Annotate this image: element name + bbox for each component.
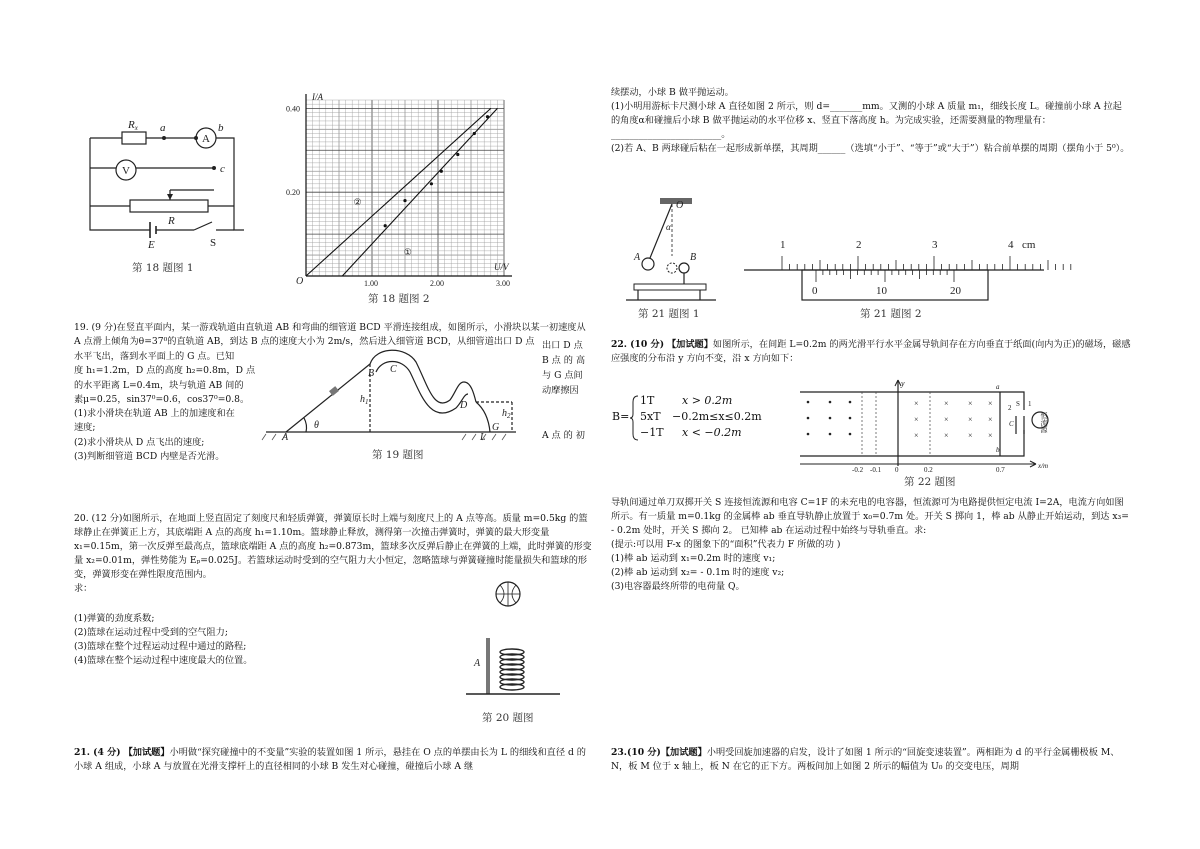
graph-ylabel: I/A bbox=[312, 92, 323, 102]
svg-text:C: C bbox=[1009, 420, 1014, 428]
fig21-caption-2: 第 21 题图 2 bbox=[860, 308, 922, 320]
svg-text:0: 0 bbox=[895, 466, 899, 474]
figure-18-circuit bbox=[84, 118, 254, 258]
svg-text:3: 3 bbox=[932, 239, 938, 251]
svg-text:-0.2: -0.2 bbox=[852, 466, 864, 474]
fig19-C: C bbox=[390, 364, 397, 375]
rx-label: R bbox=[128, 119, 135, 131]
figure-18-graph bbox=[284, 90, 514, 290]
q19-line: (3)判断细管道 BCD 内壁是否光滑。 bbox=[74, 451, 225, 463]
field-out-dot bbox=[829, 417, 832, 420]
q20-item: (4)篮球在整个运动过程中速度最大的位置。 bbox=[74, 655, 253, 666]
graph-origin: O bbox=[296, 276, 304, 287]
q19-left-text bbox=[74, 350, 260, 464]
svg-text:h1: $h_1$ bbox=[360, 394, 369, 406]
figure-21-2-caliper bbox=[744, 236, 1044, 302]
q19-line: 的水平距离 L=0.4m，块与轨道 AB 间的 bbox=[74, 379, 244, 391]
svg-text:cm: cm bbox=[1022, 239, 1036, 251]
fig19-B: B bbox=[368, 368, 375, 379]
svg-text:0.7: 0.7 bbox=[996, 466, 1005, 474]
svg-text:h2: $h_2$ bbox=[502, 408, 511, 420]
q22-item: (3)电容器最终所带的电荷量 Q。 bbox=[611, 581, 745, 592]
svg-text:0.2: 0.2 bbox=[924, 466, 933, 474]
q19-head: 19. (9 分)在竖直平面内，某一游戏轨道由直轨道 AB 和弯曲的细管道 BCD 平滑连接组成，如图所示，小滑块以某一初速度从 A 点滑上倾角为θ=37⁰的直轨道 AB，到达 B 点的速度大小为 2m/s，然后进入细管道 BCD，从细管道出口 D 点 bbox=[74, 322, 586, 347]
ammeter-label: A bbox=[202, 133, 210, 145]
svg-text:x/m: x/m bbox=[1038, 462, 1049, 470]
svg-text:1: 1 bbox=[780, 239, 786, 251]
data-point bbox=[456, 153, 459, 156]
svg-text:4: 4 bbox=[1008, 239, 1014, 251]
y-tick-label: 0.20 bbox=[286, 188, 300, 198]
svg-text:10: 10 bbox=[876, 285, 887, 297]
field-out-dot bbox=[829, 401, 832, 404]
svg-text:a: a bbox=[996, 383, 1000, 391]
q22-intro: 22. (10 分) 【加试题】如图所示，在间距 L=0.2m 的两光滑平行水平金属导轨间存在方向垂直于纸面(向内为正)的磁场，磁感应强度的分布沿 y 方向不变，沿 x 方向如下： bbox=[611, 339, 1131, 364]
q21-text-right: 续摆动，小球 B 做平抛运动。 (1)小明用游标卡尺测小球 A 直径如图 2 所示，则 d=_______mm。又测的小球 A 质量 m₁，细线长度 L。碰撞前小球 A 拉起的角度α和碰撞后小球 B 做平抛运动的水平位移 x、竖直下落高度 h。为完成实验，还需要测量的物理量有：________________________。 (2)若 A、B 两球碰后粘在一起形成新单摆，其周期______（选填“小于”、“等于”或“大于”）粘合前单摆的周期（摆角小于 5⁰）。 bbox=[611, 87, 1130, 154]
data-point bbox=[430, 182, 433, 185]
svg-text:2: 2 bbox=[1008, 404, 1012, 412]
field-out-dot bbox=[849, 401, 852, 404]
field-in-cross: × bbox=[988, 415, 993, 424]
voltmeter-label: V bbox=[122, 165, 130, 177]
field-out-dot bbox=[807, 433, 810, 436]
field-in-cross: × bbox=[944, 415, 949, 424]
fig19-caption: 第 19 题图 bbox=[372, 449, 424, 461]
q20-text: 20. (12 分)如图所示，在地面上竖直固定了刻度尺和轻质弹簧，弹簧原长时上端与刻度尺上的 A 点等高。质量 m=0.5kg 的篮球静止在弹簧正上方，其底端距 A 点的高度 h₁=1.10m。篮球静止释放，测得第一次撞击弹簧时，弹簧的最大形变量 x₁=0.15m，第一次反弹至最高点，篮球底端距 A 点的高度 h₂=0.873m，篮球多次反弹后静止在弹簧的上端，此时弹簧的形变量 x₂=0.01m，弹性势能为 Eₚ=0.025J。若篮球运动时受到的空气阻力大小恒定，忽略篮球与弹簧碰撞时能量损失和篮球的形变，弹簧形变在弹性限度范围内。 求： (1)弹簧的劲度系数; (2)篮球在运动过程中受到的空气阻力; (3)篮球在整个过程运动过程中通过的路程; (4)篮球在整个运动过程中速度最大的位置。 bbox=[74, 513, 592, 666]
svg-text:20: 20 bbox=[950, 285, 961, 297]
x-tick-label: 2.00 bbox=[430, 279, 444, 288]
q22-item: (2)棒 ab 运动到 x₂= - 0.1m 时的速度 v₂; bbox=[611, 567, 785, 578]
svg-text:1: 1 bbox=[1028, 400, 1032, 408]
figure-20 bbox=[460, 580, 570, 704]
data-point bbox=[486, 115, 489, 118]
node-c: c bbox=[220, 163, 225, 175]
fig19-A: A bbox=[282, 432, 289, 443]
x-tick-label: 1.00 bbox=[364, 279, 378, 288]
figure-21-1 bbox=[620, 194, 720, 304]
svg-text:b: b bbox=[996, 446, 1000, 454]
node-a: a bbox=[160, 122, 166, 134]
field-in-cross: × bbox=[944, 431, 949, 440]
fig19-G: G bbox=[492, 422, 500, 433]
fig18-caption-1: 第 18 题图 1 bbox=[132, 262, 194, 274]
q19-line: (1)求小滑块在轨道 AB 上的加速度和在 bbox=[74, 408, 235, 420]
battery-label: E bbox=[148, 239, 155, 251]
line-2-label: ② bbox=[353, 196, 362, 207]
field-in-cross: × bbox=[914, 431, 919, 440]
q21-head: 21. (4 分) 【加试题】小明做“探究碰撞中的不变量”实验的装置如图 1 所示，悬挂在 O 点的单摆由长为 L 的细线和直径 d 的小球 A 组成，小球 A 与放置在光滑支撑杆上的直径相同的小球 B 发生对心碰撞，碰撞后小球 A 继 bbox=[74, 747, 586, 772]
rheostat-label: R bbox=[168, 215, 175, 227]
svg-text:Rx bbox=[127, 119, 139, 132]
fig21-A: A bbox=[634, 252, 641, 263]
q19-line: 水平飞出，落到水平面上的 G 点。已知 bbox=[74, 351, 235, 362]
q19-line: 速度; bbox=[74, 422, 96, 434]
constant-current-source-label: 恒流源 bbox=[1040, 412, 1048, 433]
q22-item: (1)棒 ab 运动到 x₁=0.2m 时的速度 v₁; bbox=[611, 553, 776, 564]
field-in-cross: × bbox=[968, 415, 973, 424]
field-out-dot bbox=[807, 401, 810, 404]
fig21-O: O bbox=[676, 200, 684, 211]
data-point bbox=[440, 170, 443, 173]
fig20-caption: 第 20 题图 bbox=[482, 712, 534, 724]
fig21-alpha: α bbox=[666, 222, 671, 232]
q19-line: (2)求小滑块从 D 点飞出的速度; bbox=[74, 436, 205, 448]
fig21-caption-1: 第 21 题图 1 bbox=[638, 308, 700, 320]
svg-text:0: 0 bbox=[812, 285, 818, 297]
switch-label: S bbox=[210, 237, 217, 249]
fig21-B: B bbox=[690, 252, 697, 263]
fig18-caption-2: 第 18 题图 2 bbox=[368, 293, 430, 305]
field-out-dot bbox=[807, 417, 810, 420]
field-in-cross: × bbox=[988, 399, 993, 408]
node-b: b bbox=[218, 122, 224, 134]
fig22-caption: 第 22 题图 bbox=[904, 476, 956, 488]
data-point bbox=[384, 224, 387, 227]
figure-22 bbox=[800, 376, 1050, 472]
figure-19 bbox=[266, 342, 536, 442]
q20-item: (3)篮球在整个过程运动过程中通过的路程; bbox=[74, 641, 247, 652]
spring-icon bbox=[500, 649, 524, 690]
line-1-label: ① bbox=[403, 247, 412, 258]
fig19-theta: θ bbox=[314, 420, 319, 431]
q22-b-piecewise: B= 1T x > 0.2m 5xT −0.2m≤x≤0.2m −1T x < −0.2m bbox=[612, 394, 762, 439]
data-point bbox=[473, 132, 476, 135]
rx-sub: x bbox=[134, 124, 138, 132]
field-in-cross: × bbox=[968, 431, 973, 440]
y-tick-label: 0.40 bbox=[286, 104, 300, 114]
field-out-dot bbox=[849, 417, 852, 420]
data-point bbox=[403, 199, 406, 202]
field-out-dot bbox=[849, 433, 852, 436]
field-in-cross: × bbox=[988, 431, 993, 440]
field-in-cross: × bbox=[914, 415, 919, 424]
svg-text:S: S bbox=[1016, 400, 1020, 408]
q22-body: 导轨间通过单刀双掷开关 S 连接恒流源和电容 C=1F 的未充电的电容器，恒流源可为电路提供恒定电流 I=2A，电流方向如图所示。有一质量 m=0.1kg 的金属棒 ab 垂直导轨静止放置于 x₀=0.7m 处。开关 S 掷向 1，棒 ab 从静止开始运动，到达 x₃= - 0.2m 处时，开关 S 掷向 2。 已知棒 ab 在运动过程中始终与导轨垂直。求: (提示:可以用 F-x 的图象下的“面积”代表力 F 所做的功 ) (1)棒 ab 运动到 x₁=0.2m 时的速度 v₁; (2)棒 ab 运动到 x₂= - 0.1m 时的速度 v₂; (3)电容器最终所带的电荷量 Q。 bbox=[611, 496, 1131, 594]
x-tick-label: 3.00 bbox=[496, 279, 510, 288]
q20-item: (2)篮球在运动过程中受到的空气阻力; bbox=[74, 627, 228, 638]
q19-right-text: 出口 D 点 B 点 的 高 与 G 点间 动摩擦因 A 点 的 初 bbox=[542, 340, 586, 441]
fig19-D: D bbox=[460, 400, 468, 411]
svg-text:2: 2 bbox=[856, 239, 862, 251]
field-in-cross: × bbox=[968, 399, 973, 408]
q19-line: 素μ=0.25，sin37⁰=0.6，cos37⁰=0.8。 bbox=[74, 393, 250, 405]
field-out-dot bbox=[829, 433, 832, 436]
graph-xlabel: U/V bbox=[494, 262, 509, 272]
field-in-cross: × bbox=[914, 399, 919, 408]
field-in-cross: × bbox=[944, 399, 949, 408]
q23-text: 23.(10 分)【加试题】小明受回旋加速器的启发，设计了如图 1 所示的“回旋变速装置”。两相距为 d 的平行金属栅极板 M、N，板 M 位于 x 轴上，板 N 在它的正下方。两板间加上如图 2 所示的幅值为 U₀ 的交变电压，周期 bbox=[611, 747, 1120, 772]
q19-line: 度 h₁=1.2m，D 点的高度 h₂=0.8m，D 点 bbox=[74, 365, 256, 377]
fig20-A: A bbox=[474, 658, 481, 669]
fig19-L: L bbox=[480, 432, 486, 443]
q20-item: (1)弹簧的劲度系数; bbox=[74, 613, 155, 624]
svg-text:-0.1: -0.1 bbox=[870, 466, 882, 474]
svg-text:y: y bbox=[901, 379, 905, 388]
